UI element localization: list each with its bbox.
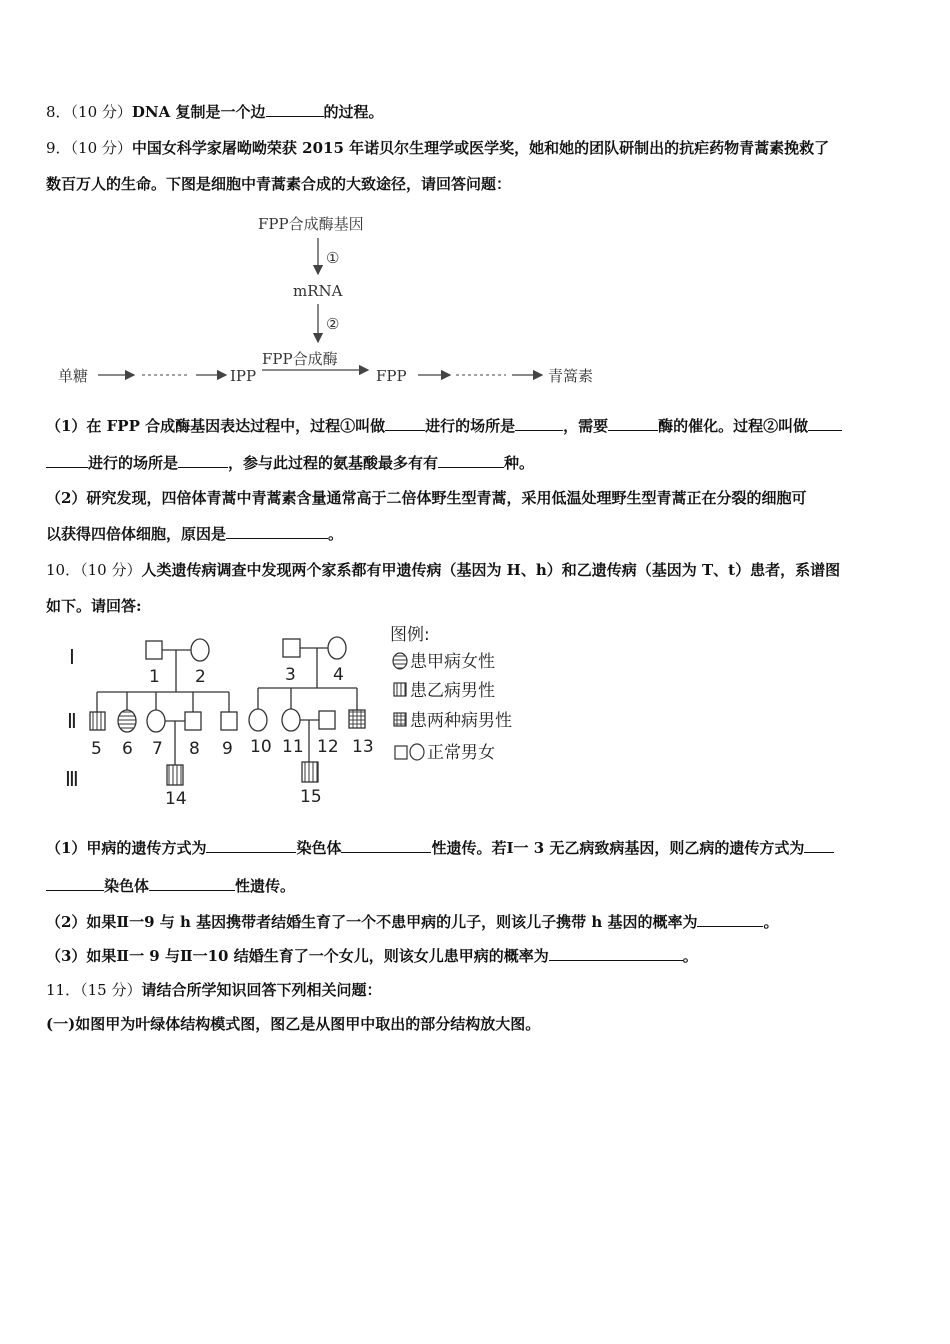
sugar-label: 单糖 [58, 367, 89, 385]
individual-label: 15 [300, 787, 322, 807]
question-9-part-1 [46, 416, 842, 436]
legend-symbol [394, 713, 406, 726]
gene-label: FPP合成酶基因 [258, 215, 364, 233]
step-2-label: ② [326, 315, 340, 333]
individual-ii-12 [319, 711, 335, 729]
ipp-label: IPP [230, 367, 257, 385]
individual-label: 8 [189, 739, 200, 759]
individual-label: 5 [91, 739, 102, 759]
individual-label: 9 [222, 739, 233, 759]
question-text: 染色体 [104, 877, 150, 895]
individual-label: 10 [250, 737, 272, 757]
question-text: 数百万人的生命。下图是细胞中青蒿素合成的大致途径，请回答问题： [46, 175, 512, 193]
question-10-line-1 [46, 560, 840, 580]
question-9-line-2 [46, 174, 511, 194]
question-text: 性遗传。 [235, 877, 296, 895]
individual-ii-11 [282, 709, 300, 731]
question-9-line-1 [46, 138, 829, 158]
answer-blank[interactable] [266, 102, 324, 117]
question-11-line-1 [46, 980, 381, 1000]
individual-ii-7 [147, 710, 165, 732]
question-text: 。 [328, 525, 344, 543]
individual-ii-8 [185, 712, 201, 730]
legend-symbol [393, 653, 407, 669]
question-text: 如下。请回答: [46, 597, 142, 615]
answer-blank[interactable] [438, 453, 504, 468]
individual-ii-6 [118, 710, 136, 732]
question-text: （2）如果Ⅱ一9 与 h 基因携带者结婚生育了一个不患甲病的儿子，则该儿子携带 h 基因的概率为 [46, 913, 698, 931]
step-1-label: ① [326, 249, 340, 267]
legend-label: 患乙病男性 [410, 681, 495, 701]
question-text: 进行的场所是 [425, 417, 516, 435]
question-text: 。 [682, 947, 698, 965]
individual-label: 13 [352, 737, 374, 757]
legend-symbol [410, 744, 424, 760]
answer-blank[interactable] [46, 453, 88, 468]
question-text: 种。 [504, 454, 535, 472]
individual-label: 3 [285, 665, 296, 685]
answer-blank[interactable] [46, 876, 104, 891]
question-9-part-2 [46, 488, 806, 508]
question-text: 人类遗传病调查中发现两个家系都有甲遗传病（基因为 H、h）和乙遗传病（基因为 T、t）患者，系谱图 [141, 561, 841, 579]
artemisinin-label: 青篙素 [548, 367, 594, 385]
individual-i-3 [283, 639, 300, 657]
question-number: 8．（10 分） [46, 103, 132, 121]
answer-blank[interactable] [804, 838, 834, 853]
question-text: （3）如果Ⅱ一 9 与Ⅱ一10 结婚生育了一个女儿，则该女儿患甲病的概率为 [46, 947, 549, 965]
individual-iii-14 [167, 765, 183, 785]
question-text: （2）研究发现，四倍体青蒿中青蒿素含量通常高于二倍体野生型青蒿，采用低温处理野生型青蒿正在分裂的细胞可 [46, 489, 807, 507]
pedigree-legend [390, 625, 512, 763]
individual-label: 14 [165, 789, 187, 809]
individual-i-4 [328, 637, 346, 659]
question-10-part-1 [46, 838, 834, 858]
question-11-line-2 [46, 1014, 540, 1034]
question-text: 请结合所学知识回答下列相关问题： [141, 981, 382, 999]
individual-ii-5 [90, 712, 105, 730]
legend-label: 正常男女 [427, 743, 495, 763]
question-text: 进行的场所是 [88, 454, 179, 472]
legend-title: 图例: [390, 625, 430, 645]
individual-label: 11 [282, 737, 304, 757]
individual-label: 7 [152, 739, 163, 759]
artemisinin-pathway-diagram [50, 208, 620, 393]
legend-symbol [395, 746, 407, 759]
individual-iii-15 [302, 762, 318, 782]
question-text: 。 [763, 913, 779, 931]
question-text: 的过程。 [323, 103, 384, 121]
pedigree-chart [55, 622, 535, 812]
question-text: （1）甲病的遗传方式为 [46, 839, 207, 857]
individual-ii-10 [249, 709, 267, 731]
individual-ii-9 [221, 712, 237, 730]
question-number: 9．（10 分） [46, 139, 132, 157]
answer-blank[interactable] [808, 416, 842, 431]
answer-blank[interactable] [178, 453, 228, 468]
individual-label: 2 [195, 667, 206, 687]
question-text: 中国女科学家屠呦呦荣获 2015 年诺贝尔生理学或医学奖，她和她的团队研制出的抗疟药物青蒿素挽救了 [131, 139, 830, 157]
question-text: 以获得四倍体细胞，原因是 [46, 525, 227, 543]
question-9-part-2-cont [46, 524, 343, 544]
answer-blank[interactable] [385, 416, 425, 431]
answer-blank[interactable] [608, 416, 658, 431]
legend-symbol [394, 683, 406, 696]
individual-label: 12 [317, 737, 339, 757]
question-number: 11．（15 分） [46, 981, 142, 999]
individual-label: 6 [122, 739, 133, 759]
answer-blank[interactable] [697, 912, 763, 927]
question-9-part-1-cont [46, 453, 534, 473]
generation-i-label: Ⅰ [69, 645, 75, 669]
question-text: (一)如图甲为叶绿体结构模式图，图乙是从图甲中取出的部分结构放大图。 [46, 1015, 541, 1033]
generation-ii-label: Ⅱ [67, 709, 77, 733]
answer-blank[interactable] [206, 838, 296, 853]
question-text: ，需要 [563, 417, 609, 435]
legend-label: 患甲病女性 [410, 652, 495, 672]
question-text: （1）在 FPP 合成酶基因表达过程中，过程①叫做 [46, 417, 386, 435]
question-10-part-1-cont [46, 876, 295, 896]
answer-blank[interactable] [149, 876, 235, 891]
individual-label: 4 [333, 665, 344, 685]
individual-ii-13 [349, 710, 365, 728]
question-text: ，参与此过程的氨基酸最多有有 [228, 454, 439, 472]
question-number: 10．（10 分） [46, 561, 142, 579]
individual-i-2 [191, 639, 209, 661]
individual-label: 1 [149, 667, 160, 687]
legend-label: 患两种病男性 [410, 711, 512, 731]
question-text: 性遗传。若Ⅰ一 3 无乙病致病基因，则乙病的遗传方式为 [431, 839, 805, 857]
question-10-line-2 [46, 596, 142, 616]
answer-blank[interactable] [549, 946, 683, 961]
question-text: 染色体 [296, 839, 342, 857]
mrna-label: mRNA [293, 282, 343, 300]
family-1 [90, 639, 237, 785]
question-text: DNA 复制是一个边 [131, 103, 266, 121]
answer-blank[interactable] [226, 524, 328, 539]
question-8 [46, 102, 384, 122]
enzyme-label: FPP合成酶 [262, 350, 338, 368]
fpp-label: FPP [376, 367, 407, 385]
family-2 [249, 637, 365, 782]
answer-blank[interactable] [341, 838, 431, 853]
question-text: 酶的催化。过程②叫做 [658, 417, 809, 435]
answer-blank[interactable] [515, 416, 563, 431]
question-10-part-2 [46, 912, 778, 932]
question-10-part-3 [46, 946, 698, 966]
generation-iii-label: Ⅲ [65, 767, 79, 791]
individual-i-1 [146, 641, 162, 659]
